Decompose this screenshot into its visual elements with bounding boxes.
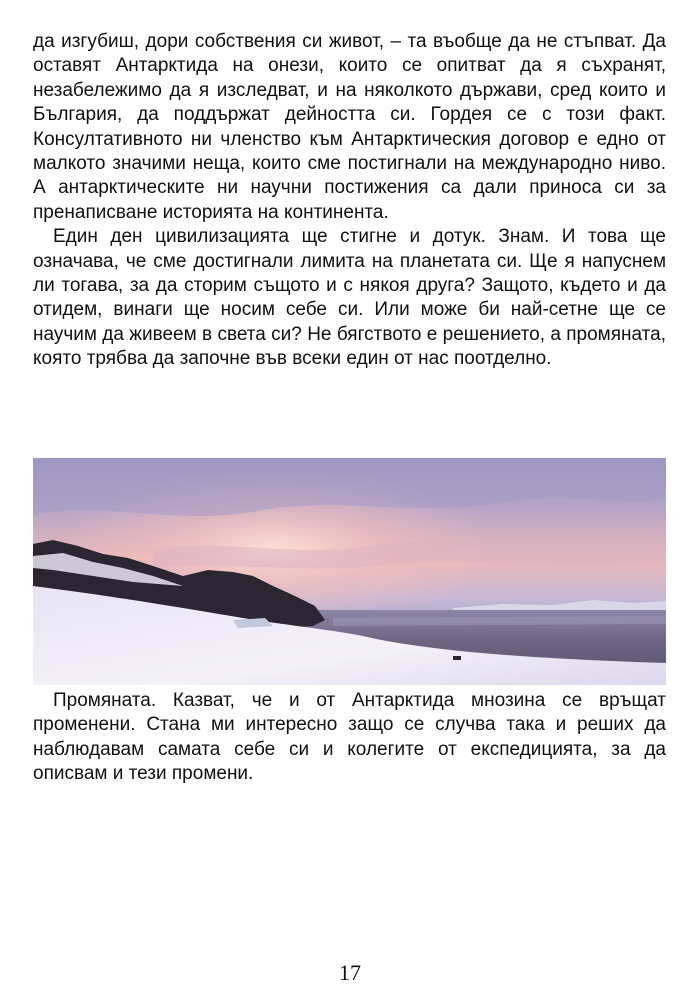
distant-figure [453, 656, 461, 660]
text-block-bottom [33, 689, 666, 787]
page-number: 17 [339, 960, 361, 985]
paragraph-continued: да изгубиш, дори собствения си живот, – та въобще да не стъпват. Да оставят Антарктида на онези, които се опитват да я съхранят, незабележимо да я изследват, и на няколкото държави, сред които и България, да поддържат дейността си. Гордея се с този факт. Консултативното ни членство към Антарктическия договор е едно от малкото значими неща, които сме постигнали на международно ниво. А антарктическите ни научни постижения са дали приноса си за пренаписване историята на континента. [33, 31, 666, 223]
paragraph-change: Промяната. Казват, че и от Антарктида мнозина се връщат променени. Стана ми интересно защо се случва така и реших да наблюдавам самата себе си и колегите от експедицията, за да описвам и тези промени. [33, 690, 666, 785]
paragraph-civilization: Един ден цивилизацията ще стигне и дотук. Знам. И това ще означава, че сме достигнали лимита на планетата си. Ще я напуснем ли тогава, за да сторим същото и с някоя друга? Защото, където и да отидем, винаги ще носим себе си. Или може би най-сетне ще се научим да живеем в света си? Не бягството е решението, а промяната, която трябва да започне във всеки един от нас поотделно. [33, 226, 666, 370]
text-block-top [33, 30, 666, 372]
antarctic-landscape-photo [33, 458, 666, 685]
